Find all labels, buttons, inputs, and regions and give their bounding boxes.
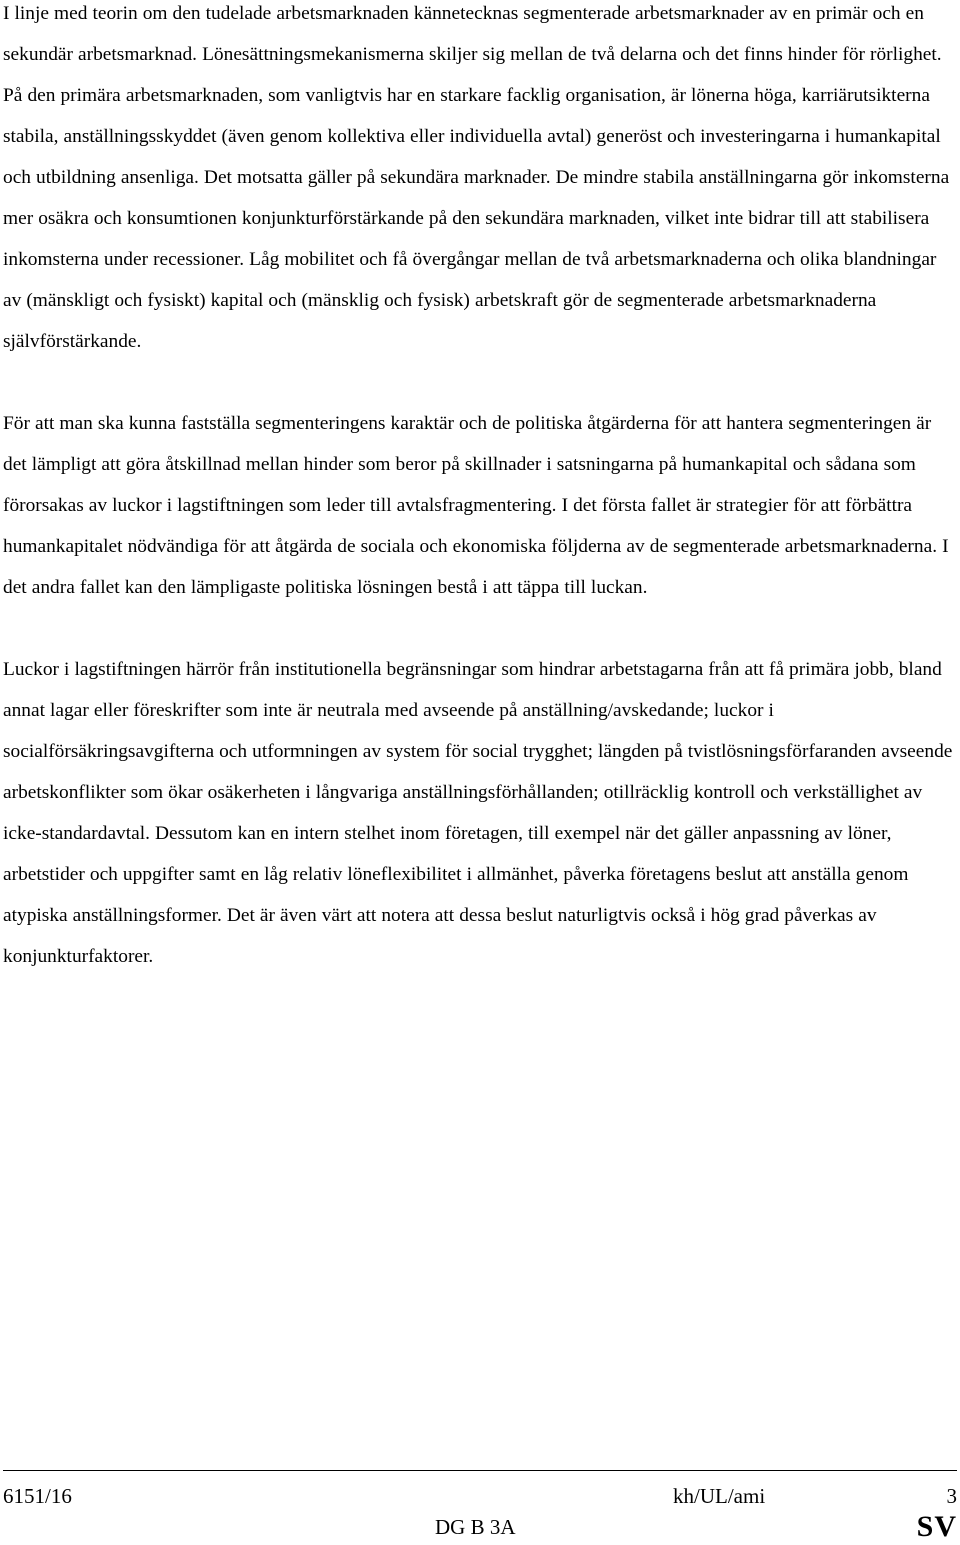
document-body [3,0,958,977]
paragraph-2: För att man ska kunna fastställa segmenteringens karaktär och de politiska åtgärderna för att hantera segmenteringen är det lämpligt att göra åtskillnad mellan hinder som beror på skillnader i satsningarna på humankapital och sådana som förorsakas av luckor i lagstiftningen som leder till avtalsfragmentering. I det första fallet är strategier för att förbättra humankapitalet nödvändiga för att åtgärda de sociala och ekonomiska följderna av de segmenterade arbetsmarknaderna. I det andra fallet kan den lämpligaste politiska lösningen bestå i att täppa till luckan. [3,413,949,598]
footer-divider [3,1470,957,1471]
document-number: 6151/16 [3,1484,72,1508]
paragraph-1: I linje med teorin om den tudelade arbetsmarknaden kännetecknas segmenterade arbetsmarknader av en primär och en sekundär arbetsmarknad. Lönesättningsmekanismerna skiljer sig mellan de två delarna och det finns hinder för rörlighet. På den primära arbetsmarknaden, som vanligtvis har en starkare facklig organisation, är lönerna höga, karriärutsikterna stabila, anställningsskyddet (även genom kollektiva eller individuella avtal) generöst och investeringarna i humankapital och utbildning ansenliga. Det motsatta gäller på sekundära marknader. De mindre stabila anställningarna gör inkomsterna mer osäkra och konsumtionen konjunkturförstärkande på den sekundära marknaden, vilket inte bidrar till att stabilisera inkomsterna under recessioner. Låg mobilitet och få övergångar mellan de två arbetsmarknaderna och olika blandningar av (mänskligt och fysiskt) kapital och (mänsklig och fysisk) arbetskraft gör de segmenterade arbetsmarknaderna självförstärkande. [3,3,950,352]
language-code: SV [916,1510,957,1543]
footer-top-row [3,1481,957,1511]
author-initials: kh/UL/ami [673,1484,766,1508]
footer-bottom-row [3,1511,957,1543]
paragraph-3: Luckor i lagstiftningen härrör från institutionella begränsningar som hindrar arbetstagarna från att få primära jobb, bland annat lagar eller föreskrifter som inte är neutrala med avseende på anställning/avskedande; luckor i socialförsäkringsavgifterna och utformningen av system för social trygghet; längden på tvistlösningsförfaranden avseende arbetskonflikter som ökar osäkerheten i långvariga anställningsförhållanden; otillräcklig kontroll och verkställighet av icke-standardavtal. Dessutom kan en intern stelhet inom företagen, till exempel när det gäller anpassning av löner, arbetstider och uppgifter samt en låg relativ löneflexibilitet i allmänhet, påverka företagens beslut att anställa genom atypiska anställningsformer. Det är även värt att notera att dessa beslut naturligtvis också i hög grad påverkas av konjunkturfaktorer. [3,659,953,967]
page-number: 3 [946,1484,957,1508]
department-code: DG B 3A [435,1515,516,1539]
